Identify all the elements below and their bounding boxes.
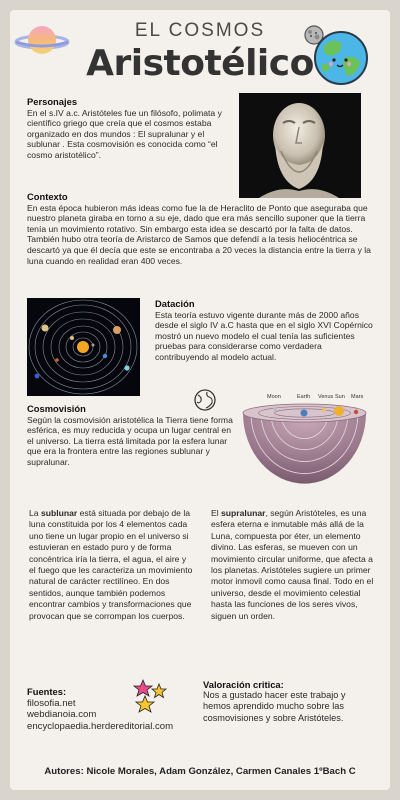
fuentes-item: filosofia.net: [27, 697, 76, 709]
contexto-heading: Contexto: [27, 191, 68, 202]
supralunar-prefix: El: [211, 508, 222, 518]
sublunar-section: [29, 508, 193, 622]
personajes-heading: Personajes: [27, 96, 78, 107]
cosmovision-text: Según la cosmovisión aristotélica la Tierra tiene forma esférica, es muy reducida y ocupa un lugar central en el universo. La tierra está limitada por la esfera lunar que era la frontera entre las regiones sublunar y supralunar.: [27, 414, 233, 467]
cosmovision-heading: Cosmovisión: [27, 403, 86, 414]
sublunar-prefix: La: [29, 508, 41, 518]
diagram-label-moon: Moon: [267, 394, 281, 400]
personajes-section: [27, 97, 235, 161]
fuentes-section: [27, 686, 207, 732]
diagram-label-sun: Sun: [335, 394, 345, 400]
contexto-section: [27, 192, 375, 266]
stars-icon: [131, 678, 171, 714]
supralunar-text: , según Aristóteles, es una esfera eterna e inmutable más allá de la Luna, compuesta por éter, un elemento divino. Las esferas, se mueven con un movimiento circular uniforme, que afecta a los planetas. Aristóteles sugiere un primer motor inmovil como causa final. Todo en el universo, desde el movimiento celestial hasta las funciones de los seres vivos, siguen un orden.: [211, 508, 374, 621]
sublunar-keyword: sublunar: [40, 508, 78, 518]
fuentes-item: webdianoia.com: [27, 709, 97, 721]
diagram-label-venus: Venus: [318, 394, 334, 400]
valoracion-text: Nos a gustado hacer este trabajo y hemos aprendido mucho sobre las cosmovisiones y sobre Aristóteles.: [203, 690, 346, 723]
supralunar-section: [211, 508, 377, 622]
personajes-text: En el s.IV a.c. Aristóteles fue un filósofo, polimata y científico griego que creía que el cosmos estaba organizado en dos mundos : El supralunar y el sublunar . Esta cosmovisión es conocida como “el cosmo aristotélico”.: [27, 107, 222, 160]
cosmovision-section: [27, 404, 237, 468]
fuentes-heading: Fuentes:: [27, 686, 67, 697]
title-line-2: Aristotélico: [86, 43, 314, 84]
globe-outline-icon: [193, 388, 217, 412]
supralunar-keyword: supralunar: [221, 508, 266, 518]
aristotle-bust-image: [239, 93, 361, 198]
contexto-text: En esta época hubieron más ideas como fue la de Heraclito de Ponto que aseguraba que nuestro planeta giraba en torno a su eje, dado que era más sencillo suponer que la tierra tenía un movimiento rotativo. Sin embargo esta idea se descartó por la falta de datos. También hubo otra teoría de Aristarco de Samos que defendí a la tesis heliocéntrica se descartó ya que él decía que este se encontraba a 20 veces la distancia entre la tierra y la luna cuando en realidad eran 400 veces.: [27, 202, 371, 266]
valoracion-heading: Valoración critica:: [203, 679, 284, 690]
valoracion-section: [203, 679, 375, 724]
sublunar-text: está situada por debajo de la luna constituida por los 4 elementos cada uno tiene un lugar propio en el universo si estuvieran en estado puro y de forma concéntrica iría la tierra, el agua, el aire y el fuego que les caracteriza un movimiento natural de carácter rectilíneo. En dos sentidos, aunque también podemos encontrar cambios y transformaciones que provocan que se corrompan los cuerpos.: [29, 508, 193, 621]
diagram-label-mars: Mars: [351, 394, 364, 400]
title-line-1: EL COSMOS: [134, 20, 266, 41]
cosmos-diagram: [239, 389, 370, 486]
datacion-section: [155, 299, 377, 363]
datacion-heading: Datación: [155, 298, 195, 309]
authors-footer: Autores: Nicole Morales, Adam González, Carmen Canales 1ºBach C: [44, 766, 356, 777]
solar-system-image: [27, 298, 140, 396]
earth-globe-icon: [310, 28, 372, 86]
fuentes-item: encyclopaedia.herdereditorial.com: [27, 720, 174, 732]
diagram-label-earth: Earth: [297, 394, 311, 400]
datacion-text: Esta teoría estuvo vigente durante más de 2000 años desde el siglo IV a.C hasta que en el siglo XVI Copérnico mostró un nuevo modelo el cual tenía las suficientes pruebas para considerarse como verdadera contribuyendo al modelo actual.: [155, 309, 373, 362]
